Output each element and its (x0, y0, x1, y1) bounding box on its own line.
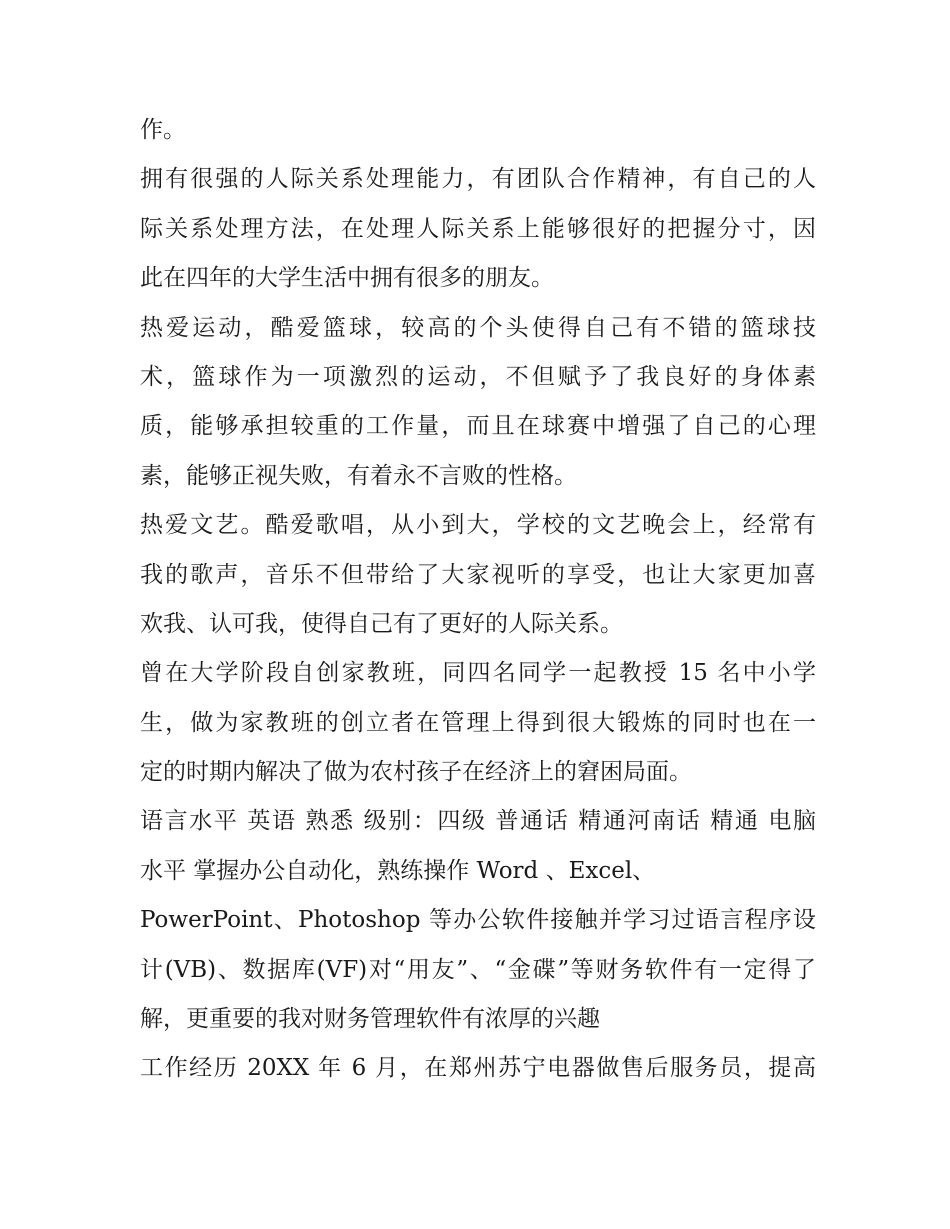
body-text (140, 106, 816, 1094)
text-line: 术，篮球作为一项激烈的运动，不但赋予了我良好的身体素 (140, 363, 816, 390)
text-line: 作。 (140, 117, 186, 143)
text-line: 热爱文艺。酷爱歌唱，从小到大，学校的文艺晚会上，经常有 (140, 512, 816, 539)
text-line: 工作经历 20XX 年 6 月，在郑州苏宁电器做售后服务员，提高 (140, 1055, 816, 1082)
text-line: 语言水平 英语 熟悉 级别：四级 普通话 精通河南话 精通 电脑 (140, 808, 816, 835)
text-line: 此在四年的大学生活中拥有很多的朋友。 (140, 265, 554, 292)
text-line: 解，更重要的我对财务管理软件有浓厚的兴趣 (140, 1006, 600, 1033)
text-line: 计(VB)、数据库(VF)对“用友”、“金碟”等财务软件有一定得了 (140, 956, 816, 983)
text-line: 质，能够承担较重的工作量，而且在球赛中增强了自己的心理 (140, 413, 816, 440)
text-line: 热爱运动，酷爱篮球，较高的个头使得自己有不错的篮球技 (140, 314, 816, 341)
text-line: 我的歌声，音乐不但带给了大家视听的享受，也让大家更加喜 (140, 561, 816, 588)
text-line: 生，做为家教班的创立者在管理上得到很大锻炼的同时也在一 (140, 709, 816, 736)
text-line: 定的时期内解决了做为农村孩子在经济上的窘困局面。 (140, 759, 692, 786)
text-line: 拥有很强的人际关系处理能力，有团队合作精神，有自己的人 (140, 166, 816, 193)
text-line: 素，能够正视失败，有着永不言败的性格。 (140, 462, 577, 489)
text-line: 欢我、认可我，使得自己有了更好的人际关系。 (140, 610, 623, 637)
text-line: 际关系处理方法，在处理人际关系上能够很好的把握分寸，因 (140, 215, 816, 242)
text-line: PowerPoint、Photoshop 等办公软件接触并学习过语言程序设 (140, 907, 816, 934)
text-line: 水平 掌握办公自动化，熟练操作 Word 、Excel、 (140, 857, 656, 884)
text-line: 曾在大学阶段自创家教班，同四名同学一起教授 15 名中小学 (140, 660, 816, 687)
